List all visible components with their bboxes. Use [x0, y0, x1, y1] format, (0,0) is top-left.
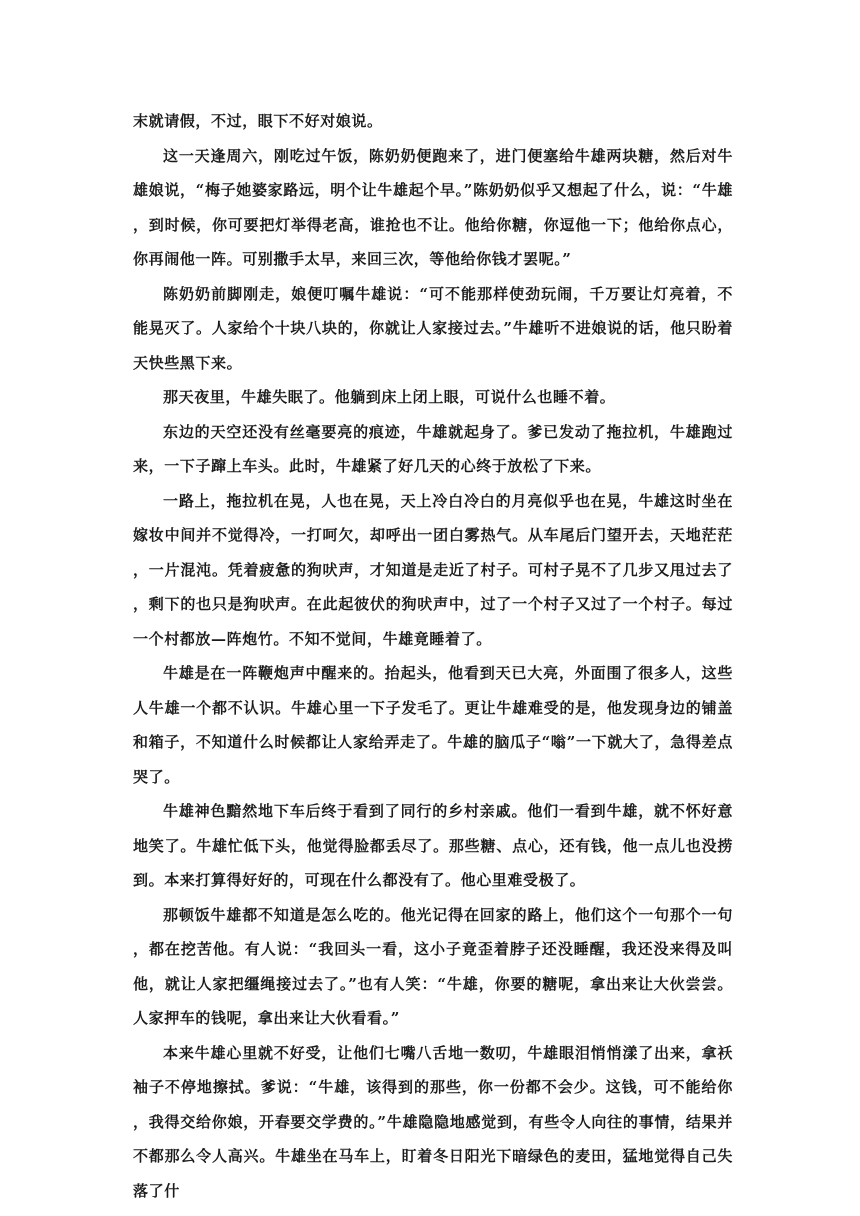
paragraph: 东边的天空还没有丝毫要亮的痕迹，牛雄就起身了。爹已发动了拖拉机，牛雄跑过来，一下子蹿上车头。此时，牛雄紧了好几天的心终于放松了下来。	[133, 422, 733, 475]
story-text	[133, 104, 733, 1208]
paragraph: 本来牛雄心里就不好受，让他们七嘴八舌地一数叨，牛雄眼泪悄悄漾了出来，拿袄袖子不停地擦拭。爹说：“牛雄，该得到的那些，你一份都不会少。这钱，可不能给你，我得交给你娘，开春要交学费的。”牛雄隐隐地感觉到，有些令人向往的事情，结果并不都那么令人高兴。牛雄坐在马车上，盯着冬日阳光下暗绿色的麦田，猛地觉得自己失落了什	[133, 1043, 733, 1200]
paragraph: 陈奶奶前脚刚走，娘便叮嘱牛雄说：“可不能那样使劲玩闹，千万要让灯亮着，不能晃灭了。人家给个十块八块的，你就让人家接过去。”牛雄听不进娘说的话，他只盼着天快些黑下来。	[133, 284, 733, 372]
paragraph: 末就请假，不过，眼下不好对娘说。	[133, 112, 383, 130]
paragraph: 那天夜里，牛雄失眠了。他躺到床上闭上眼，可说什么也睡不着。	[163, 388, 616, 406]
paragraph: 牛雄是在一阵鞭炮声中醒来的。抬起头，他看到天已大亮，外面围了很多人，这些人牛雄一个都不认识。牛雄心里一下子发毛了。更让牛雄难受的是，他发现身边的铺盖和箱子，不知道什么时候都让人家给弄走了。牛雄的脑瓜子“嗡”一下就大了，急得差点哭了。	[133, 664, 733, 786]
paragraph: 一路上，拖拉机在晃，人也在晃，天上冷白冷白的月亮似乎也在晃，牛雄这时坐在嫁妆中间并不觉得冷，一打呵欠，却呼出一团白雾热气。从车尾后门望开去，天地茫茫，一片混沌。凭着疲惫的狗吠声，才知道是走近了村子。可村子晃不了几步又甩过去了，剩下的也只是狗吠声。在此起彼伏的狗吠声中，过了一个村子又过了一个村子。每过一个村都放—阵炮竹。不知不觉间，牛雄竟睡着了。	[133, 491, 733, 648]
paragraph: 那顿饭牛雄都不知道是怎么吃的。他光记得在回家的路上，他们这个一句那个一句，都在挖苦他。有人说：“我回头一看，这小子竟歪着脖子还没睡醒，我还没来得及叫他，就让人家把缰绳接过去了。”也有人笑：“牛雄，你要的糖呢，拿出来让大伙尝尝。人家押车的钱呢，拿出来让大伙看看。”	[133, 905, 733, 1027]
paragraph: 牛雄神色黯然地下车后终于看到了同行的乡村亲戚。他们一看到牛雄，就不怀好意地笑了。牛雄忙低下头，他觉得脸都丢尽了。那些糖、点心，还有钱，他一点儿也没捞到。本来打算得好好的，可现在什么都没有了。他心里难受极了。	[133, 802, 733, 889]
paragraph: 这一天逢周六，刚吃过午饭，陈奶奶便跑来了，进门便塞给牛雄两块糖，然后对牛雄娘说，“梅子她婆家路远，明个让牛雄起个早。”陈奶奶似乎又想起了什么，说：“牛雄，到时候，你可要把灯举得老高，谁抢也不让。他给你糖，你逗他一下；他给你点心，你再闹他一阵。可别撒手太早，来回三次，等他给你钱才罢呢。”	[133, 146, 733, 268]
